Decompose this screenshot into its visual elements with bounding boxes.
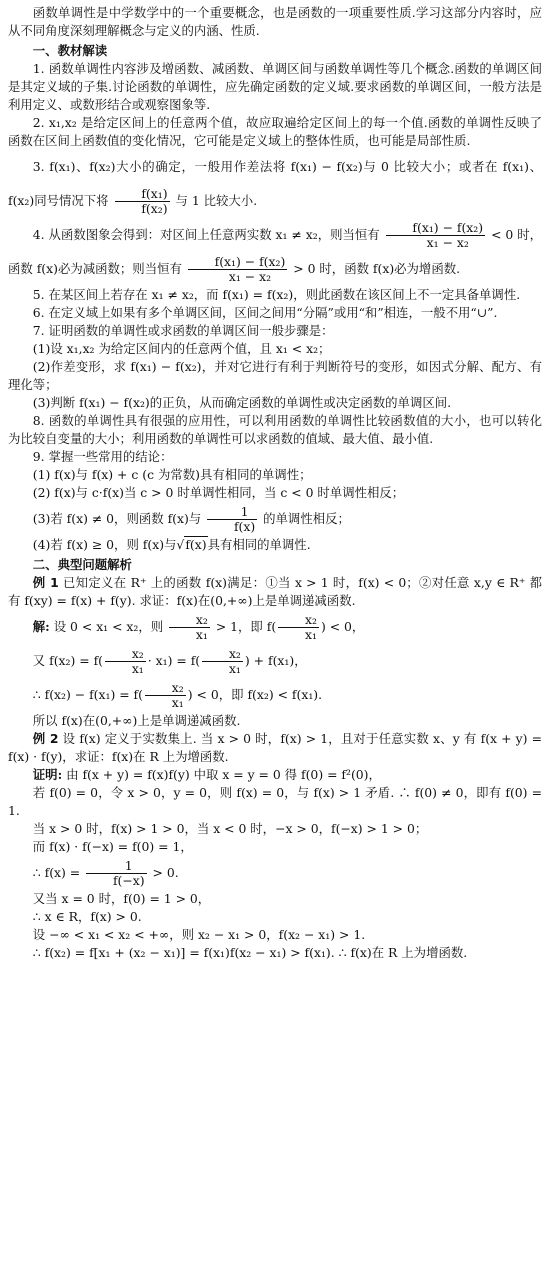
item-9: 9. 掌握一些常用的结论： (32, 449, 173, 464)
solution-1-line-2: 又 f(x₂) = f( $\frac{\text{x₂}}{\text{x₁}}$ · x₁) = f( $\frac{\text{x₂}}{\text{x₁}}$ ) + f(x₁)， (32, 646, 307, 676)
item-4: 4. 从函数图象会得到：对区间上任意两实数 x₁ ≠ x₂，则当恒有 $\frac{\text{f(x₁) − f(x₂)}}{\text{x₁ − x₂}}$ < 0 时，函数 f(x)必为减函数；则当恒有 $\frac{\text{f(x₁) − f(x₂)}}{\text{x₁ − x₂}}$ > 0 时，函数 f(x)必为增函数. (8, 220, 542, 284)
item-7: 7. 证明函数的单调性或求函数的单调区间一般步骤是： (32, 323, 334, 338)
proof-line-3: 当 x > 0 时，f(x) > 1 > 0，当 x < 0 时，−x > 0，f(−x) > 1 > 0； (32, 821, 428, 836)
reciprocal-fraction: $\frac{1}{f(x)}$ (207, 505, 257, 534)
example-1: 例 1 已知定义在 R⁺ 上的函数 f(x)满足：①当 x > 1 时，f(x) < 0；②对任意 x,y ∈ R⁺ 都有 f(xy) = f(x) + f(y). 求证：f(x)在(0,+∞)上是单调递减函数. (8, 575, 542, 608)
proof-line-5: ∴ f(x) = $\frac{1}{f(-x)}$ > 0. (32, 858, 179, 888)
item-9-conclusion-3: (3)若 f(x) ≠ 0，则函数 f(x)与 $\frac{1}{f(x)}$ 的单调性相反； (32, 504, 350, 534)
solution-label: 解: (32, 619, 50, 634)
proof-line-1: 证明: 由 f(x + y) = f(x)f(y) 中取 x = y = 0 得 f(0) = f²(0)， (32, 767, 381, 782)
ratio-fraction: $\frac{\text{x₂}}{\text{x₁}}$ (169, 613, 210, 642)
ratio-fraction: $\frac{\text{x₂}}{\text{x₁}}$ (145, 681, 186, 710)
difference-quotient-fraction: $\frac{\text{f(x₁) − f(x₂)}}{\text{x₁ − x₂}}$ (386, 221, 485, 250)
item-8: 8. 函数的单调性具有很强的应用性，可以利用函数的单调性比较函数值的大小，也可以转化为比较自变量的大小；利用函数的单调性可以求函数的值域、最大值、最小值. (8, 413, 542, 446)
item-7-step-1: (1)设 x₁,x₂ 为给定区间内的任意两个值，且 x₁ < x₂； (32, 341, 331, 356)
item-3: 3. f(x₁)、f(x₂)大小的确定，一般用作差法将 f(x₁) − f(x₂)与 0 比较大小；或者在 f(x₁)、f(x₂)同号情况下将 $\frac{\text{f(x₁)}}{\text{f(x₂)}}$ 与 1 比较大小. (8, 159, 542, 216)
item-6: 6. 在定义域上如果有多个单调区间，区间之间用“分隔”或用“和”相连，一般不用“∪”. (32, 305, 498, 320)
square-root: f(x) (185, 537, 207, 552)
example-2-label: 例 2 (32, 731, 59, 746)
item-2: 2. x₁,x₂ 是给定区间上的任意两个值，故应取遍给定区间上的每一个值.函数的单调性反映了函数在区间上函数值的变化情况，它可能是定义域上的整体性质，也可能是局部性质. (8, 115, 542, 148)
proof-line-6: 又当 x = 0 时，f(0) = 1 > 0， (32, 891, 211, 906)
item-5: 5. 在某区间上若存在 x₁ ≠ x₂，而 f(x₁) = f(x₂)，则此函数在该区间上不一定具备单调性. (32, 287, 521, 302)
item-9-conclusion-4: (4)若 f(x) ≥ 0，则 f(x)与√f(x)具有相同的单调性. (32, 537, 311, 552)
ratio-fraction: $\frac{\text{x₂}}{\text{x₁}}$ (202, 647, 243, 676)
proof-line-4: 而 f(x) · f(−x) = f(0) = 1， (32, 839, 193, 854)
solution-1-conclusion: 所以 f(x)在(0,+∞)上是单调递减函数. (32, 713, 241, 728)
reciprocal-fraction: $\frac{1}{f(-x)}$ (86, 859, 146, 888)
item-9-conclusion-2: (2) f(x)与 c·f(x)当 c > 0 时单调性相同，当 c < 0 时单调性相反； (32, 485, 405, 500)
item-9-conclusion-1: (1) f(x)与 f(x) + c (c 为常数)具有相同的单调性； (32, 467, 312, 482)
item-7-step-3: (3)判断 f(x₁) − f(x₂)的正负，从而确定函数的单调性或决定函数的单调区间. (32, 395, 452, 410)
solution-1-line-1: 解: 设 0 < x₁ < x₂，则 $\frac{\text{x₂}}{\text{x₁}}$ > 1，即 f( $\frac{\text{x₂}}{\text{x₁}}$ ) < 0， (32, 612, 365, 642)
item-1: 1. 函数单调性内容涉及增函数、减函数、单调区间与函数单调性等几个概念.函数的单调区间是其定义域的子集.讨论函数的单调性，应先确定函数的定义域.要求函数的单调区间，一般方法是利用定义、或数形结合或观察图象等. (8, 61, 542, 112)
section2-heading: 二、典型问题解析 (32, 557, 132, 572)
solution-1-line-3: ∴ f(x₂) − f(x₁) = f( $\frac{\text{x₂}}{\text{x₁}}$ ) < 0，即 f(x₂) < f(x₁). (32, 680, 323, 710)
item-7-step-2: (2)作差变形，求 f(x₁) − f(x₂)，并对它进行有利于判断符号的变形，如因式分解、配方、有理化等； (8, 359, 542, 392)
difference-quotient-fraction: $\frac{\text{f(x₁) − f(x₂)}}{\text{x₁ − x₂}}$ (188, 255, 287, 284)
intro-paragraph: 函数单调性是中学数学中的一个重要概念，也是函数的一项重要性质.学习这部分内容时，应从不同角度深刻理解概念与定义的内涵、性质. (8, 5, 542, 38)
fraction-fx1-over-fx2: $\frac{\text{f(x₁)}}{\text{f(x₂)}}$ (115, 187, 170, 216)
section1-heading: 一、教材解读 (32, 43, 108, 58)
proof-line-8: 设 −∞ < x₁ < x₂ < +∞，则 x₂ − x₁ > 0，f(x₂ − x₁) > 1. (32, 927, 366, 942)
proof-line-2: 若 f(0) = 0，令 x > 0，y = 0，则 f(x) = 0，与 f(x) > 1 矛盾. ∴ f(0) ≠ 0，即有 f(0) = 1. (8, 785, 542, 818)
example-2: 例 2 设 f(x) 定义于实数集上. 当 x > 0 时，f(x) > 1，且对于任意实数 x、y 有 f(x + y) = f(x) · f(y)，求证：f(x)在 R 上为增函数. (8, 731, 542, 764)
proof-line-9: ∴ f(x₂) = f[x₁ + (x₂ − x₁)] = f(x₁)f(x₂ − x₁) > f(x₁). ∴ f(x)在 R 上为增函数. (32, 945, 468, 960)
ratio-fraction: $\frac{\text{x₂}}{\text{x₁}}$ (105, 647, 146, 676)
ratio-fraction: $\frac{\text{x₂}}{\text{x₁}}$ (278, 613, 319, 642)
proof-label: 证明: (32, 767, 63, 782)
proof-line-7: ∴ x ∈ R，f(x) > 0. (32, 909, 142, 924)
example-1-label: 例 1 (32, 575, 59, 590)
